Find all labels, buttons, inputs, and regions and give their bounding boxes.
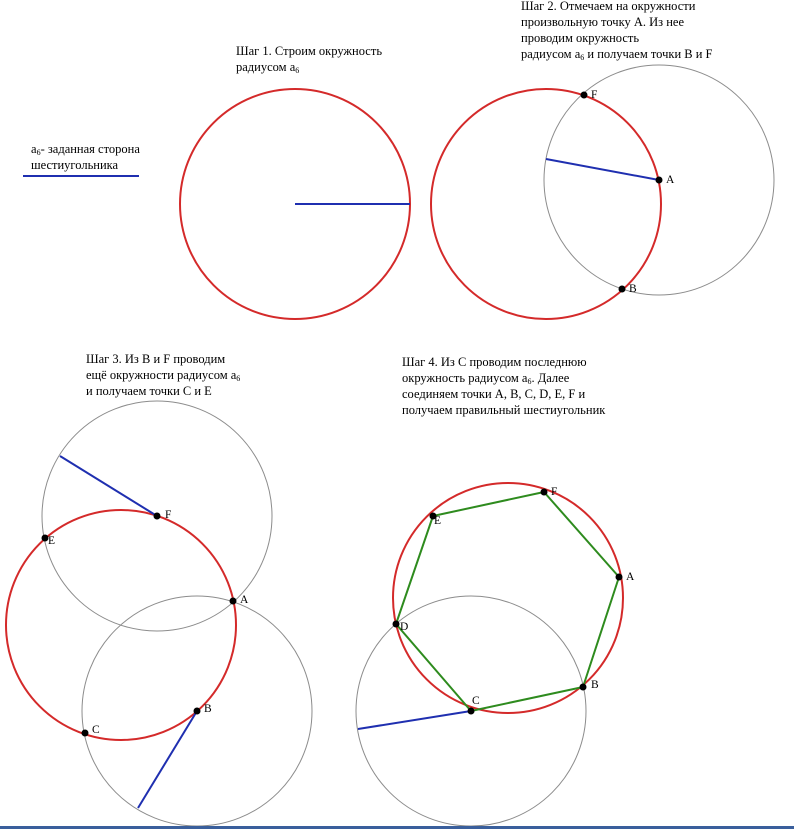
step4-point-c — [468, 708, 475, 715]
step4-point-b — [580, 684, 587, 691]
caption-step3-line3: и получаем точки С и Е — [86, 384, 212, 398]
step4-label-a: A — [626, 571, 635, 583]
step4-label-f: F — [551, 486, 558, 498]
caption-given-line1: $a_6-$ заданная сторона — [31, 142, 140, 157]
caption-step1-line1: Шаг 1. Строим окружность — [236, 44, 383, 58]
step4-point-f — [541, 489, 548, 496]
caption-step1 — [236, 43, 382, 75]
caption-step1-line2: радиусом $a_6$ — [236, 60, 300, 75]
step2-main-circle — [431, 89, 661, 319]
step2-label-a: A — [666, 174, 675, 186]
step3-label-f: F — [165, 509, 172, 521]
caption-step2-line1: Шаг 2. Отмечаем на окружности — [521, 0, 696, 13]
step3-point-c — [82, 730, 89, 737]
step3-point-a — [230, 598, 237, 605]
caption-step4-line4: получаем правильный шестиугольник — [402, 403, 606, 417]
caption-step2 — [521, 0, 713, 62]
caption-step3-line1: Шаг 3. Из В и F проводим — [86, 352, 226, 366]
caption-step2-line2: произвольную точку А. Из нее — [521, 15, 684, 29]
caption-step4-line3: соединяем точки А, B, C, D, E, F и — [402, 387, 586, 401]
step2-radius — [546, 159, 659, 180]
caption-step3-line2: ещё окружности радиусом $a_6$ — [86, 368, 241, 383]
step2-point-b — [619, 286, 626, 293]
step3-label-a: A — [240, 594, 249, 606]
step3-label-b: B — [204, 703, 212, 715]
step4-label-b: B — [591, 679, 599, 691]
caption-step4-line1: Шаг 4. Из С проводим последнюю — [402, 355, 587, 369]
caption-step2-line4: радиусом $a_6$ и получаем точки В и F — [521, 47, 713, 62]
caption-given-side — [31, 141, 140, 173]
step4-point-a — [616, 574, 623, 581]
step3-label-c: C — [92, 724, 100, 736]
caption-step2-line3: проводим окружность — [521, 31, 640, 45]
step2-label-f: F — [591, 89, 598, 101]
step4-main-circle — [393, 483, 623, 713]
caption-step4-line2: окружность радиусом $a_6$. Далее — [402, 371, 570, 386]
step3-label-e: E — [48, 535, 56, 547]
step2-point-a — [656, 177, 663, 184]
step4-label-e: E — [434, 515, 442, 527]
caption-step4 — [402, 354, 605, 418]
step2-label-b: B — [629, 283, 637, 295]
step3-radius-b — [138, 711, 197, 808]
step3-point-f — [154, 513, 161, 520]
step4-label-d: D — [400, 621, 409, 633]
step4-point-d — [393, 621, 400, 628]
step3-radius-f — [60, 456, 157, 516]
caption-given-line2: шестиугольника — [31, 158, 119, 172]
step4-label-c: C — [472, 695, 480, 707]
step2-point-f — [581, 92, 588, 99]
caption-step3 — [86, 351, 240, 399]
step3-point-b — [194, 708, 201, 715]
step4-radius-c — [358, 711, 471, 729]
